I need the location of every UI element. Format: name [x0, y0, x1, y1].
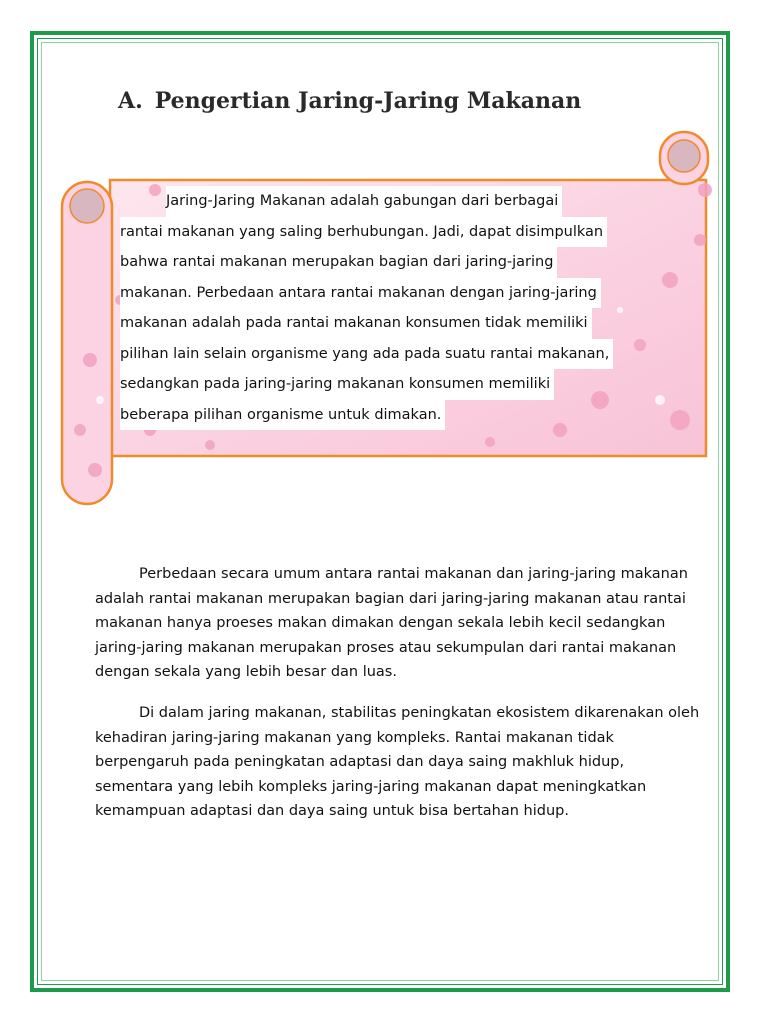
scroll-line: bahwa rantai makanan merupakan bagian dari jaring-jaring — [120, 247, 557, 278]
section-number: A. — [118, 88, 143, 114]
section-heading — [118, 88, 581, 114]
section-title: Pengertian Jaring-Jaring Makanan — [154, 88, 582, 114]
scroll-line: Jaring-Jaring Makanan adalah gabungan dari berbagai — [166, 186, 562, 217]
scroll-banner — [60, 130, 720, 510]
scroll-line: rantai makanan yang saling berhubungan. Jadi, dapat disimpulkan — [120, 217, 607, 248]
paragraph: Perbedaan secara umum antara rantai makanan dan jaring-jaring makanan adalah rantai makanan merupakan bagian dari jaring-jaring makanan atau rantai makanan hanya proeses makan dimakan dengan sekala lebih kecil sedangkan jaring-jaring makanan merupakan proses atau sekumpulan dari rantai makanan dengan sekala yang lebih besar dan luas. — [95, 566, 688, 681]
body-text — [95, 562, 705, 840]
scroll-line: sedangkan pada jaring-jaring makanan konsumen memiliki — [120, 369, 554, 400]
scroll-text — [120, 186, 660, 430]
paragraph: Di dalam jaring makanan, stabilitas peningkatan ekosistem dikarenakan oleh kehadiran jaring-jaring makanan yang kompleks. Rantai makanan tidak berpengaruh pada peningkatan adaptasi dan daya saing makhluk hidup, sementara yang lebih kompleks jaring-jaring makanan dapat meningkatkan kemampuan adaptasi dan daya saing untuk bisa bertahan hidup. — [95, 704, 700, 820]
scroll-line: makanan adalah pada rantai makanan konsumen tidak memiliki — [120, 308, 592, 339]
scroll-line: makanan. Perbedaan antara rantai makanan dengan jaring-jaring — [120, 278, 601, 309]
scroll-line: pilihan lain selain organisme yang ada pada suatu rantai makanan, — [120, 339, 613, 370]
scroll-line: beberapa pilihan organisme untuk dimakan. — [120, 400, 445, 431]
